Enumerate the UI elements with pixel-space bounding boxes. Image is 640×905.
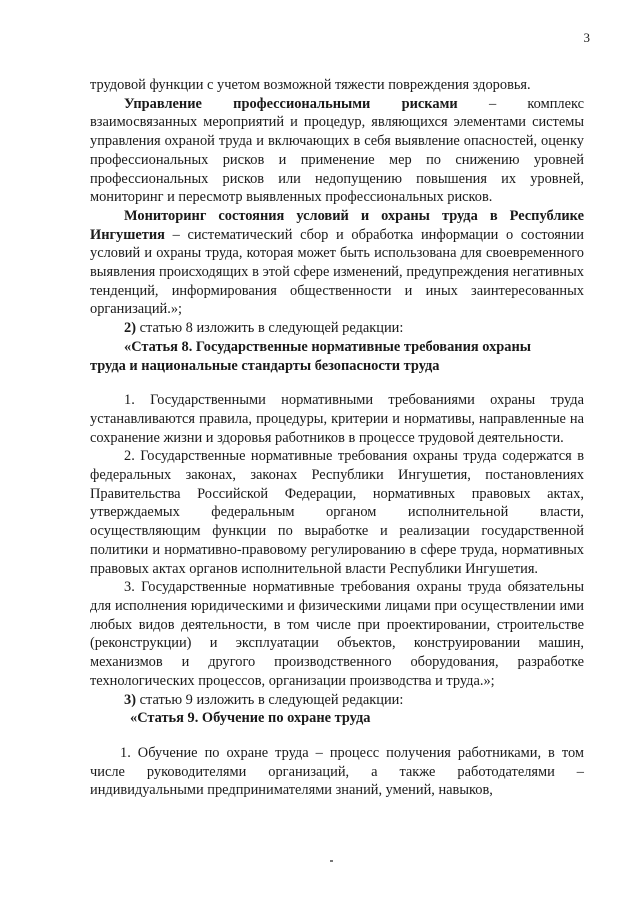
definition-monitoring: – систематический сбор и обработка информации о состоянии условий и охраны труда, которая может быть использована для своевременного выявления происходящих в этой сфере изменений, предупреждения негативных тенденций, информирования общественности и иных заинтересованных организаций.»; [90, 226, 584, 318]
spacer [90, 728, 584, 744]
article-8-item-3: 3. Государственные нормативные требования охраны труда обязательны для исполнения юридическими и физическими лицами при осуществлении ими любых видов деятельности, в том числе при проектировании, строительстве (реконструкции) и эксплуатации объектов, конструировании машин, механизмов и другого производственного оборудования, разработке технологических процессов, организации производства и труда.»; [90, 579, 584, 689]
article-8-heading-line-2: труда и национальные стандарты безопасности труда [90, 357, 440, 374]
paragraph-amend-article-8 [90, 319, 584, 338]
page-number: 3 [583, 30, 590, 45]
scan-speck [330, 860, 333, 862]
amendment-text-3: статью 9 изложить в следующей редакции: [136, 691, 404, 708]
document-body [90, 76, 584, 800]
paragraph-continuation: трудовой функции с учетом возможной тяжести повреждения здоровья. [90, 77, 531, 93]
article-8-heading-line-1: «Статья 8. Государственные нормативные требования охраны [124, 338, 531, 355]
amendment-number-2: 2) [124, 320, 136, 337]
article-9-item-1: 1. Обучение по охране труда – процесс получения работниками, в том числе руководителями организаций, а также работодателями – индивидуальными предпринимателями знаний, умений, навыков, [90, 744, 584, 799]
article-8-item-1: 1. Государственными нормативными требованиями охраны труда устанавливаются правила, процедуры, критерии и нормативы, направленные на сохранение жизни и здоровья работников в процессе трудовой деятельности. [90, 392, 584, 446]
spacer [90, 375, 584, 391]
paragraph-monitoring [90, 207, 584, 319]
definition-risk-management: – комплекс взаимосвязанных мероприятий и процедур, являющихся элементами системы управления охраной труда и включающих в себя выявление опасностей, оценку профессиональных рисков и применение мер по снижению уровней профессиональных рисков или недопущению повышения их уровней, мониторинг и пересмотр выявленных профессиональных рисков. [90, 95, 584, 206]
term-monitoring: Мониторинг состояния условий и охраны труда в Республике Ингушетия [90, 207, 584, 243]
paragraph-risk-management [90, 95, 584, 207]
amendment-text-2: статью 8 изложить в следующей редакции: [136, 320, 404, 337]
article-9-heading: «Статья 9. Обучение по охране труда [130, 710, 371, 727]
article-8-item-2: 2. Государственные нормативные требования охраны труда содержатся в федеральных законах, законах Республики Ингушетия, постановлениях Правительства Российской Федерации, нормативных правовых актах, утверждаемых федеральным органом исполнительной власти, осуществляющим функции по выработке и реализации государственной политики и нормативно-правовому регулированию в сфере труда, нормативных правовых актах органов исполнительной власти Республики Ингушетия. [90, 448, 584, 577]
amendment-number-3: 3) [124, 691, 136, 708]
paragraph-amend-article-9 [90, 691, 584, 710]
term-risk-management: Управление профессиональными рисками [124, 95, 458, 112]
